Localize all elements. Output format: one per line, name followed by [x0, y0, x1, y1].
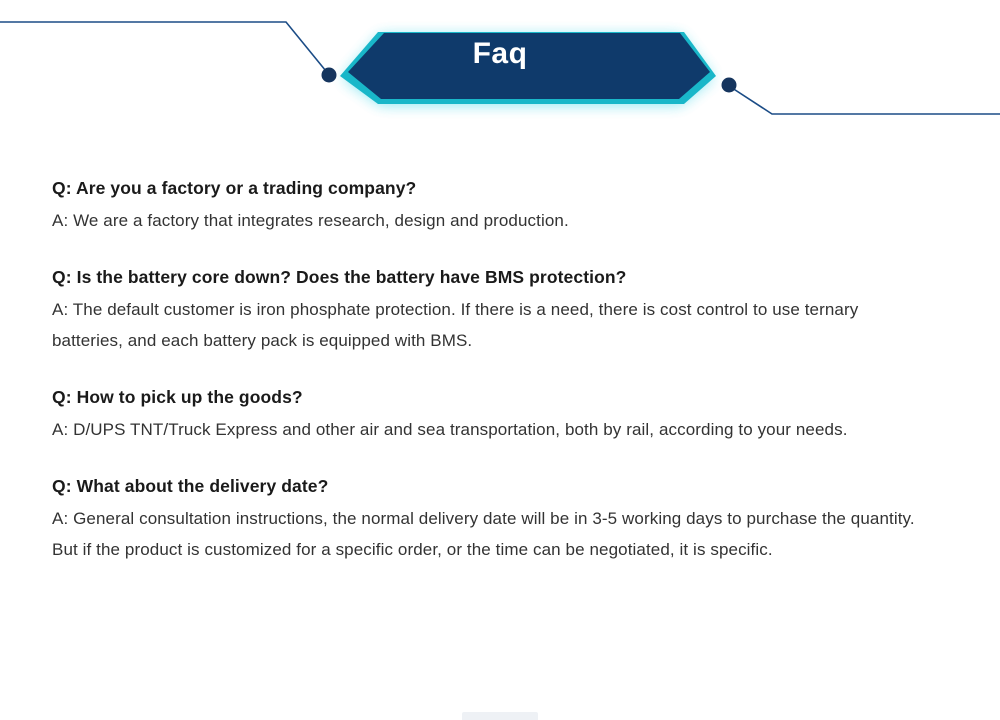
page-bottom-edge: [0, 712, 1000, 720]
left-node-dot: [322, 68, 337, 83]
faq-item: [52, 264, 932, 357]
next-section-nub: [462, 712, 538, 720]
page-title: Faq: [472, 37, 528, 70]
left-connector-line: [0, 22, 330, 76]
right-node-dot: [722, 78, 737, 93]
faq-question: Q: Are you a factory or a trading company?: [52, 178, 417, 198]
faq-item: [52, 175, 932, 237]
faq-answer: A: The default customer is iron phosphate protection. If there is a need, there is cost control to use ternary batteries, and each battery pack is equipped with BMS.: [52, 299, 859, 351]
faq-question: Q: Is the battery core down? Does the battery have BMS protection?: [52, 266, 627, 287]
faq-list: [52, 175, 932, 593]
faq-answer: A: General consultation instructions, the normal delivery date will be in 3-5 working days to purchase the quantity. But if the product is customized for a specific order, or the time can be negotiated, it is specific.: [52, 508, 915, 560]
ribbon-main-shape: [348, 33, 710, 99]
faq-answer: A: We are a factory that integrates research, design and production.: [52, 211, 569, 231]
faq-item: [52, 384, 932, 446]
faq-question: Q: What about the delivery date?: [52, 475, 329, 496]
faq-question: Q: How to pick up the goods?: [52, 386, 303, 407]
faq-answer: A: D/UPS TNT/Truck Express and other air and sea transportation, both by rail, according to your needs.: [52, 420, 848, 440]
banner-graphic: [0, 0, 1000, 150]
faq-item: [52, 473, 932, 566]
page-header-banner: [0, 0, 1000, 150]
right-connector-line: [726, 84, 1000, 114]
